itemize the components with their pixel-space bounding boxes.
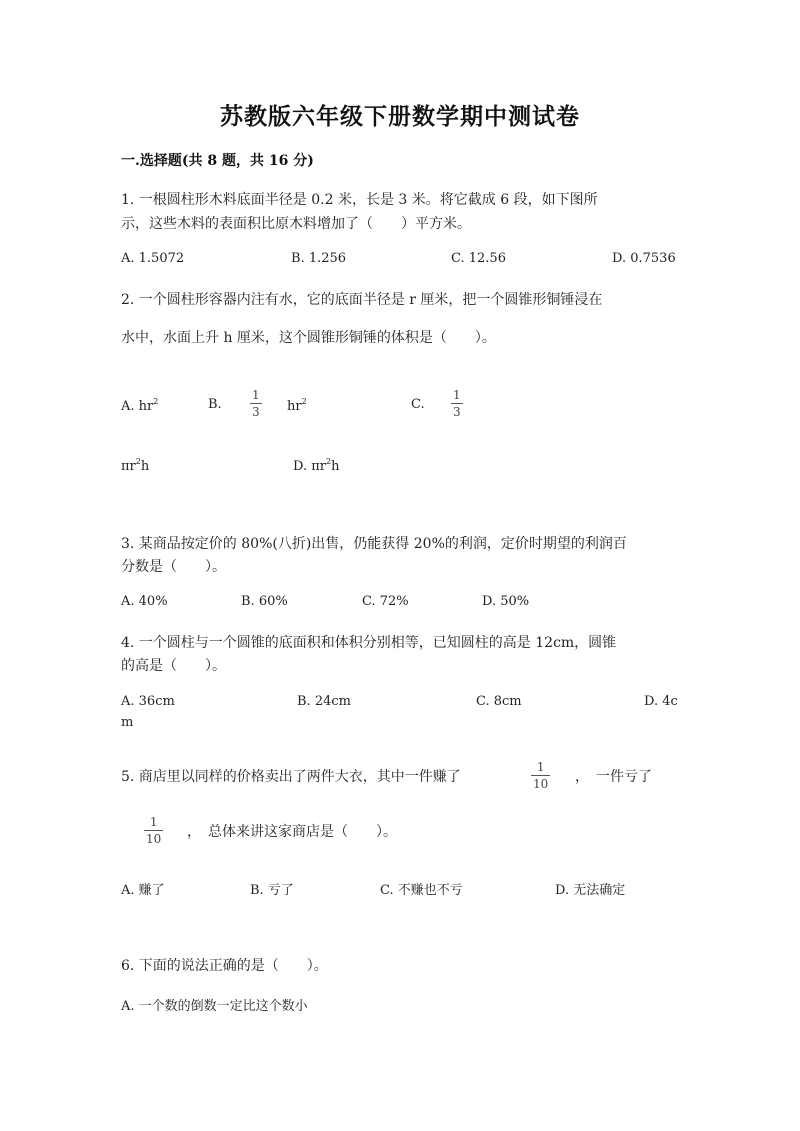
question-3-option-c: C. 72% bbox=[362, 594, 409, 609]
question-4-line-1: 4. 一个圆柱与一个圆锥的底面积和体积分别相等，已知圆柱的高是 12cm，圆锥 bbox=[121, 635, 617, 651]
fraction-numerator: 1 bbox=[536, 760, 545, 774]
question-4-option-b: B. 24cm bbox=[297, 694, 351, 709]
question-3-line-2: 分数是（ ）。 bbox=[121, 559, 226, 575]
question-3-line-1: 3. 某商品按定价的 80%(八折)出售，仍能获得 20%的利润，定价时期望的利润百 bbox=[121, 536, 627, 552]
question-5-line-2: ， 总体来讲这家商店是（ ）。 bbox=[187, 824, 397, 840]
question-5-option-c: C. 不赚也不亏 bbox=[380, 883, 463, 898]
fraction-denominator: 3 bbox=[252, 405, 260, 419]
fraction-numerator: 1 bbox=[149, 815, 158, 829]
question-3-option-b: B. 60% bbox=[241, 594, 288, 609]
question-2-option-c-text: πr bbox=[121, 459, 136, 474]
fraction-denominator: 10 bbox=[533, 777, 549, 791]
question-3-option-d: D. 50% bbox=[482, 594, 530, 609]
squared-exponent: 2 bbox=[153, 397, 159, 406]
question-2-line-2: 水中，水面上升 h 厘米，这个圆锥形铜锤的体积是（ ）。 bbox=[121, 330, 496, 346]
fraction-numerator: 1 bbox=[252, 388, 260, 402]
fraction-bar bbox=[250, 403, 262, 404]
question-6-line-1: 6. 下面的说法正确的是（ ）。 bbox=[121, 958, 328, 974]
question-1-option-d: D. 0.7536 bbox=[612, 251, 676, 266]
question-2-option-a bbox=[121, 397, 158, 414]
question-2-option-d-text-2: h bbox=[331, 459, 340, 474]
question-5-option-a: A. 赚了 bbox=[121, 883, 165, 898]
question-5-option-b: B. 亏了 bbox=[250, 883, 294, 898]
question-1-option-a: A. 1.5072 bbox=[121, 251, 185, 266]
squared-exponent: 2 bbox=[325, 457, 332, 466]
page-title: 苏教版六年级下册数学期中测试卷 bbox=[220, 103, 580, 130]
question-4-option-d: D. 4c bbox=[644, 694, 678, 709]
fraction-one-tenth-2 bbox=[144, 815, 163, 846]
squared-exponent: 2 bbox=[301, 397, 307, 406]
question-2-option-d bbox=[293, 457, 339, 474]
fraction-denominator: 10 bbox=[146, 832, 162, 846]
fraction-one-third-c bbox=[451, 388, 463, 419]
question-5-mid: ， 一件亏了 bbox=[575, 769, 652, 785]
question-2-option-b-text: hr bbox=[287, 399, 302, 414]
question-1-option-b: B. 1.256 bbox=[291, 251, 347, 266]
question-4-option-a: A. 36cm bbox=[121, 694, 175, 709]
question-2-option-b-tail bbox=[287, 397, 307, 414]
section-heading: 一.选择题(共 8 题，共 16 分) bbox=[121, 153, 314, 169]
question-3-option-a: A. 40% bbox=[121, 594, 168, 609]
fraction-numerator: 1 bbox=[453, 388, 461, 402]
question-2-option-c-text-2: h bbox=[140, 459, 150, 474]
question-6-option-a: A. 一个数的倒数一定比这个数小 bbox=[121, 999, 308, 1014]
question-1-line-1: 1. 一根圆柱形木料底面半径是 0.2 米，长是 3 米。将它截成 6 段，如下图所 bbox=[121, 192, 598, 208]
fraction-bar bbox=[451, 403, 463, 404]
question-4-option-d-wrap: m bbox=[121, 715, 134, 730]
question-4-option-c: C. 8cm bbox=[476, 694, 522, 709]
question-2-option-d-text: D. πr bbox=[293, 459, 326, 474]
question-2-line-1: 2. 一个圆柱形容器内注有水，它的底面半径是 r 厘米，把一个圆锥形铜锤浸在 bbox=[121, 292, 603, 308]
question-2-option-a-text: A. hr bbox=[121, 399, 154, 414]
fraction-bar bbox=[144, 830, 163, 831]
question-4-line-2: 的高是（ ）。 bbox=[121, 658, 226, 674]
question-5-option-d: D. 无法确定 bbox=[555, 883, 626, 898]
question-5-line-1: 5. 商店里以同样的价格卖出了两件大衣，其中一件赚了 bbox=[121, 769, 461, 785]
question-2-option-b-label: B. bbox=[208, 397, 222, 412]
squared-exponent: 2 bbox=[135, 457, 141, 466]
fraction-one-tenth-1 bbox=[531, 760, 550, 791]
question-2-option-c-tail bbox=[121, 457, 149, 474]
fraction-bar bbox=[531, 775, 550, 776]
fraction-one-third-b bbox=[250, 388, 262, 419]
question-1-option-c: C. 12.56 bbox=[451, 251, 506, 266]
question-1-line-2: 示，这些木料的表面积比原木料增加了（ ）平方米。 bbox=[121, 216, 471, 232]
fraction-denominator: 3 bbox=[453, 405, 461, 419]
question-2-option-c-label: C. bbox=[411, 397, 425, 412]
